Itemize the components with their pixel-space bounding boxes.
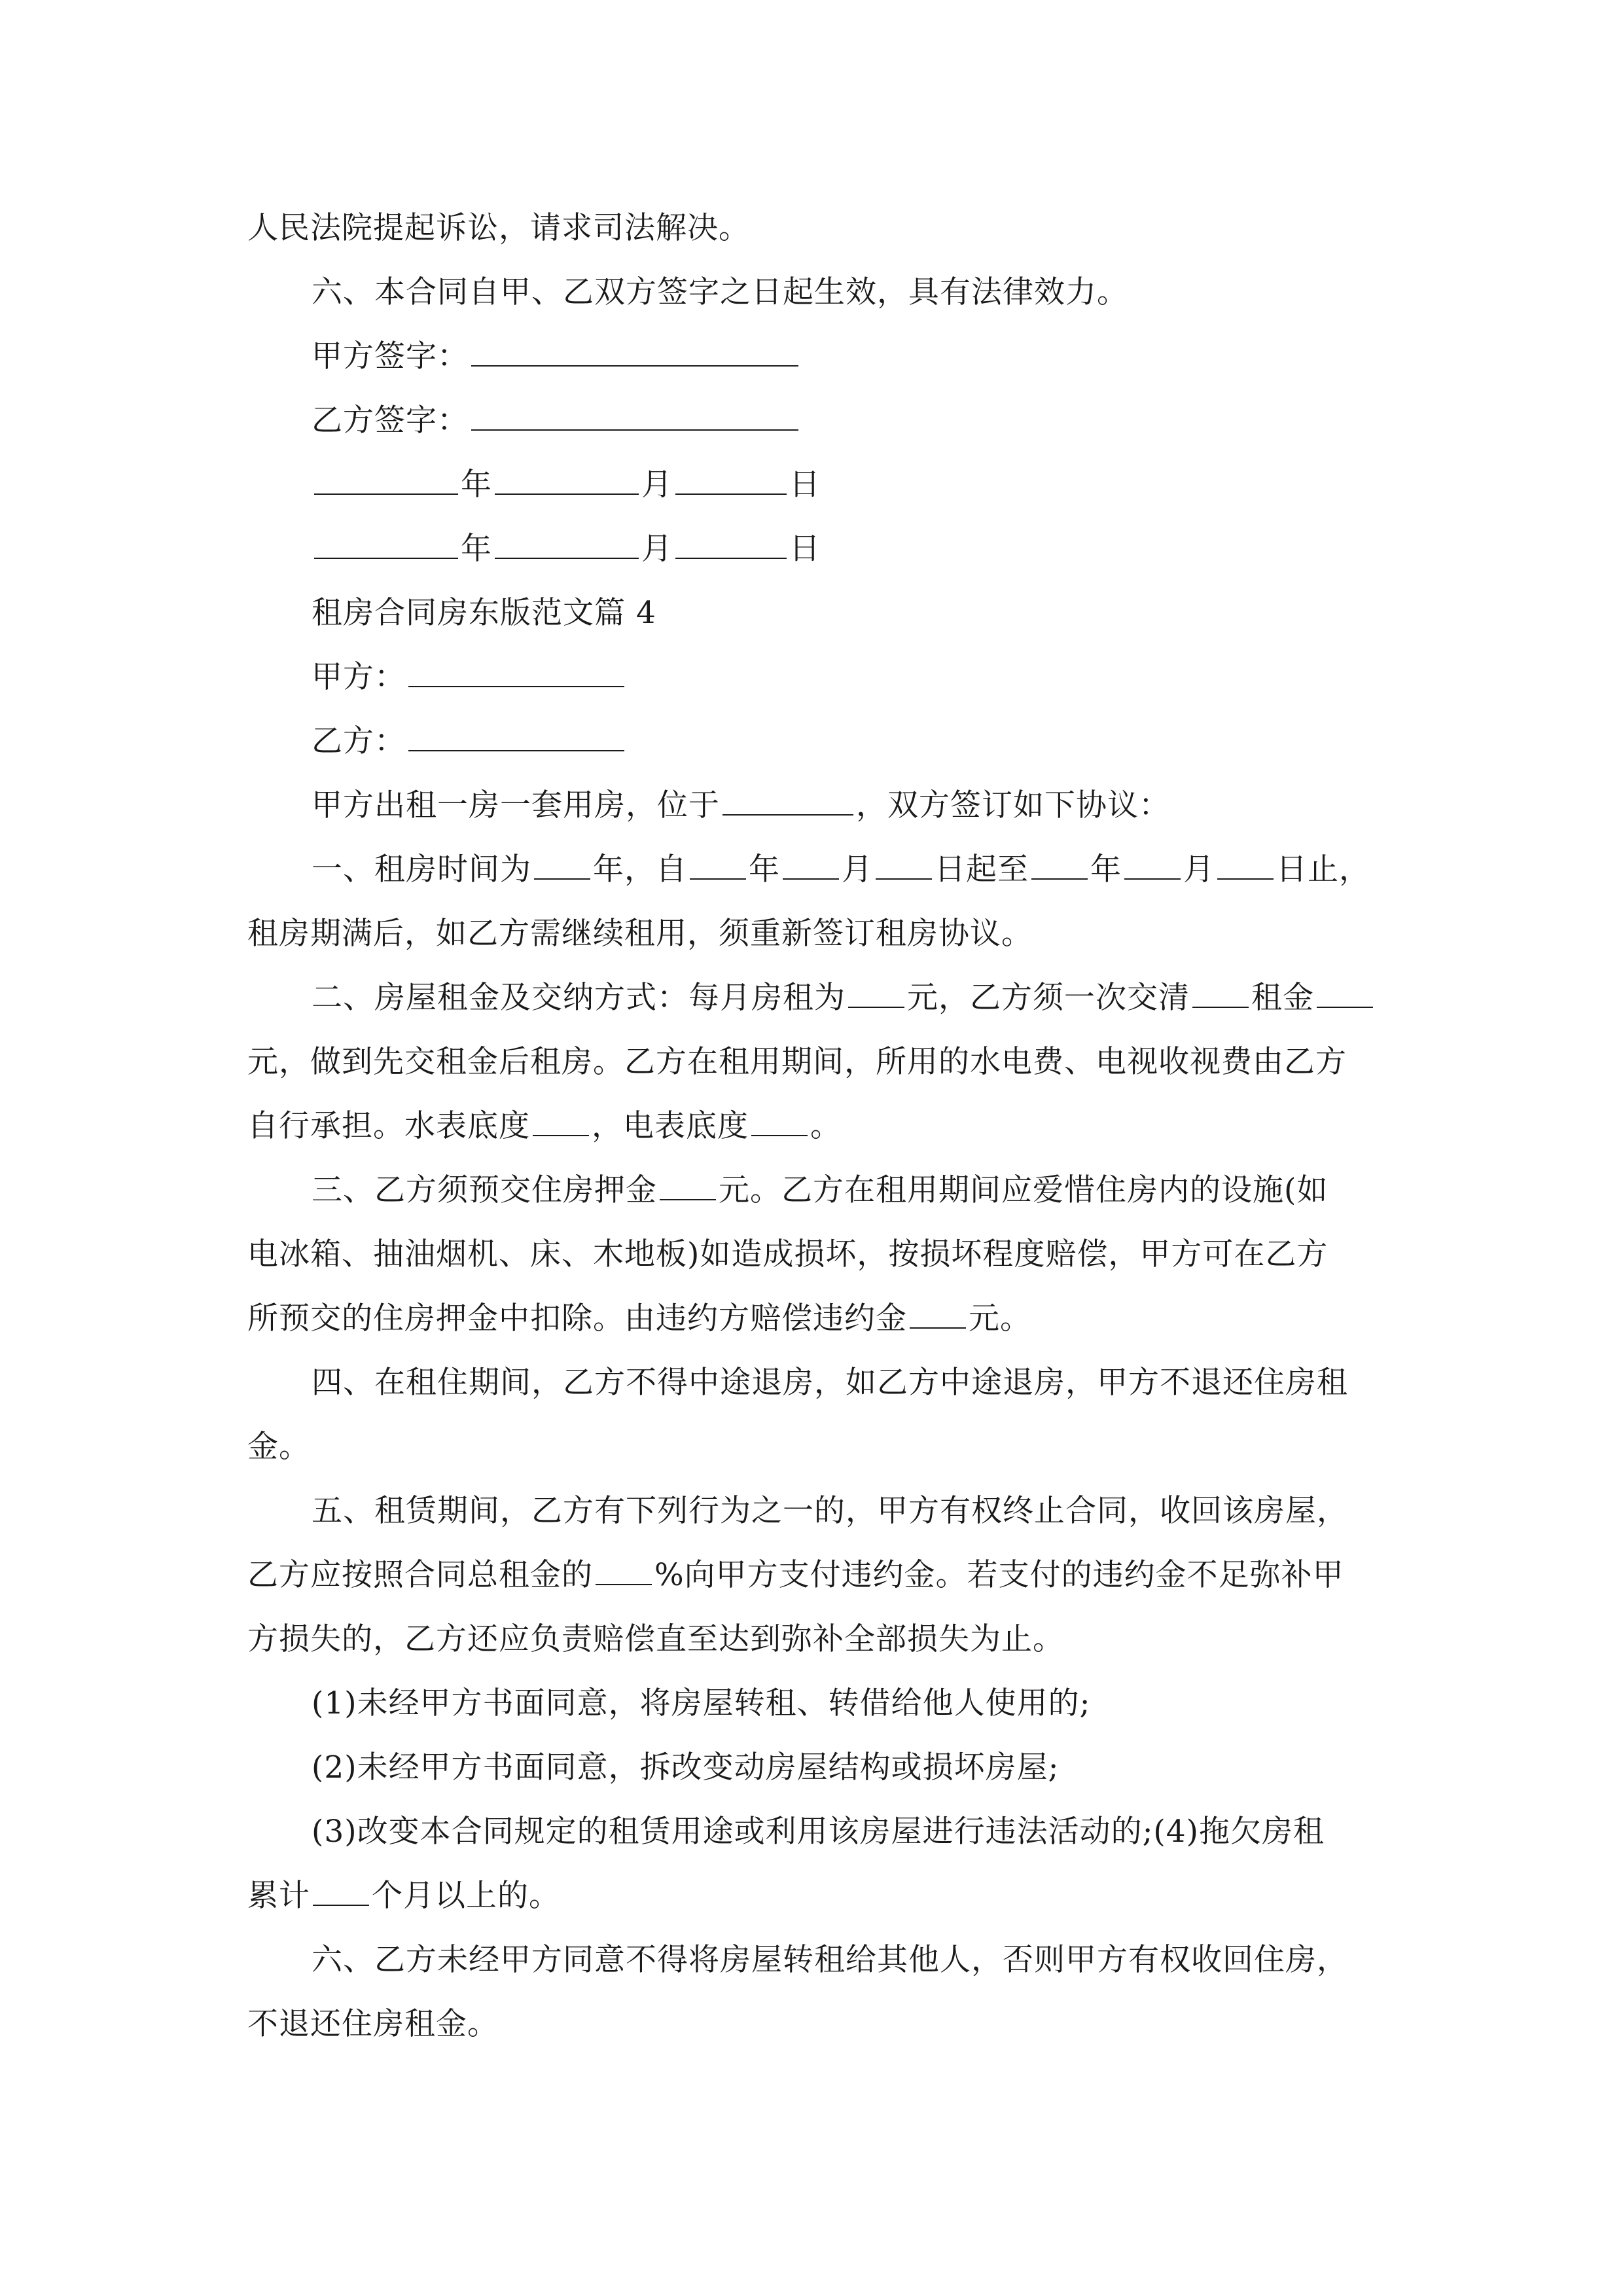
text-line: 甲方出租一房一套用房，位于 ，双方签订如下协议：	[247, 774, 1386, 838]
signature-blank	[471, 336, 798, 367]
clause-2: 二、房屋租金及交纳方式：每月房租为 元，乙方须一次交清 租金	[247, 966, 1386, 1030]
clause-effective: 六、本合同自甲、乙双方签字之日起生效，具有法律效力。	[312, 274, 1128, 310]
text-line: 所预交的住房押金中扣除。由违约方赔偿违约金 元。	[247, 1287, 1386, 1351]
blank	[1031, 850, 1088, 880]
text-line: 电冰箱、抽油烟机、床、木地板)如造成损坏，按损坏程度赔偿，甲方可在乙方	[247, 1236, 1329, 1272]
text-line: 元，做到先交租金后租房。乙方在租用期间，所用的水电费、电视收视费由乙方	[247, 1044, 1347, 1080]
party-a-line: 甲方：	[247, 645, 1386, 709]
party-a-blank	[408, 657, 624, 687]
blank	[534, 850, 590, 880]
blank	[660, 1170, 716, 1200]
text-line: 乙方应按照合同总租金的 %向甲方支付违约金。若支付的违约金不足弥补甲	[247, 1543, 1386, 1607]
blank	[596, 1555, 652, 1585]
year-blank	[314, 529, 458, 559]
text-line: 人民法院提起诉讼，请求司法解决。	[247, 210, 750, 246]
blank	[1192, 978, 1249, 1008]
date-line: 年 月 日	[247, 453, 1386, 517]
party-b-signature: 乙方签字：	[247, 389, 1386, 453]
sub-clause-1: (1)未经甲方书面同意，将房屋转租、转借给他人使用的;	[312, 1685, 1091, 1721]
year-blank	[314, 465, 458, 495]
sub-clause-2: (2)未经甲方书面同意，拆改变动房屋结构或损坏房屋;	[312, 1749, 1060, 1785]
blank	[690, 850, 746, 880]
blank	[751, 1106, 808, 1136]
text-line: 租房期满后，如乙方需继续租用，须重新签订租房协议。	[247, 916, 1033, 952]
blank	[876, 850, 932, 880]
clause-6: 六、乙方未经甲方同意不得将房屋转租给其他人，否则甲方有权收回住房，	[312, 1942, 1348, 1978]
text-line: 方损失的，乙方还应负责赔偿直至达到弥补全部损失为止。	[247, 1621, 1064, 1657]
clause-5: 五、租赁期间，乙方有下列行为之一的，甲方有权终止合同，收回该房屋，	[312, 1493, 1348, 1529]
month-blank	[495, 465, 639, 495]
text-line: 不退还住房租金。	[247, 2006, 499, 2042]
text-line: 累计 个月以上的。	[247, 1864, 1386, 1928]
date-line: 年 月 日	[247, 517, 1386, 581]
text-line: 自行承担。水表底度 ，电表底度 。	[247, 1094, 1386, 1158]
blank	[910, 1299, 966, 1329]
text-line: 金。	[247, 1429, 310, 1465]
blank	[313, 1876, 369, 1906]
section-title: 租房合同房东版范文篇 4	[312, 595, 656, 631]
party-a-signature: 甲方签字：	[247, 325, 1386, 389]
clause-4: 四、在租住期间，乙方不得中途退房，如乙方中途退房，甲方不退还住房租	[312, 1365, 1348, 1401]
sub-clause-3: (3)改变本合同规定的租赁用途或利用该房屋进行违法活动的;(4)拖欠房租	[312, 1814, 1325, 1850]
day-blank	[675, 465, 787, 495]
clause-1: 一、租房时间为 年，自 年 月 日起至 年 月 日止，	[247, 838, 1386, 902]
blank	[848, 978, 904, 1008]
blank	[1217, 850, 1274, 880]
document-body	[247, 196, 1386, 2056]
party-b-blank	[408, 721, 624, 751]
month-blank	[495, 529, 639, 559]
party-b-line: 乙方：	[247, 709, 1386, 774]
day-blank	[675, 529, 787, 559]
signature-blank	[471, 401, 798, 431]
blank	[783, 850, 839, 880]
blank	[533, 1106, 589, 1136]
blank	[1124, 850, 1181, 880]
blank	[1317, 978, 1373, 1008]
location-blank	[722, 785, 853, 816]
clause-3: 三、乙方须预交住房押金 元。乙方在租用期间应爱惜住房内的设施(如	[247, 1158, 1386, 1223]
